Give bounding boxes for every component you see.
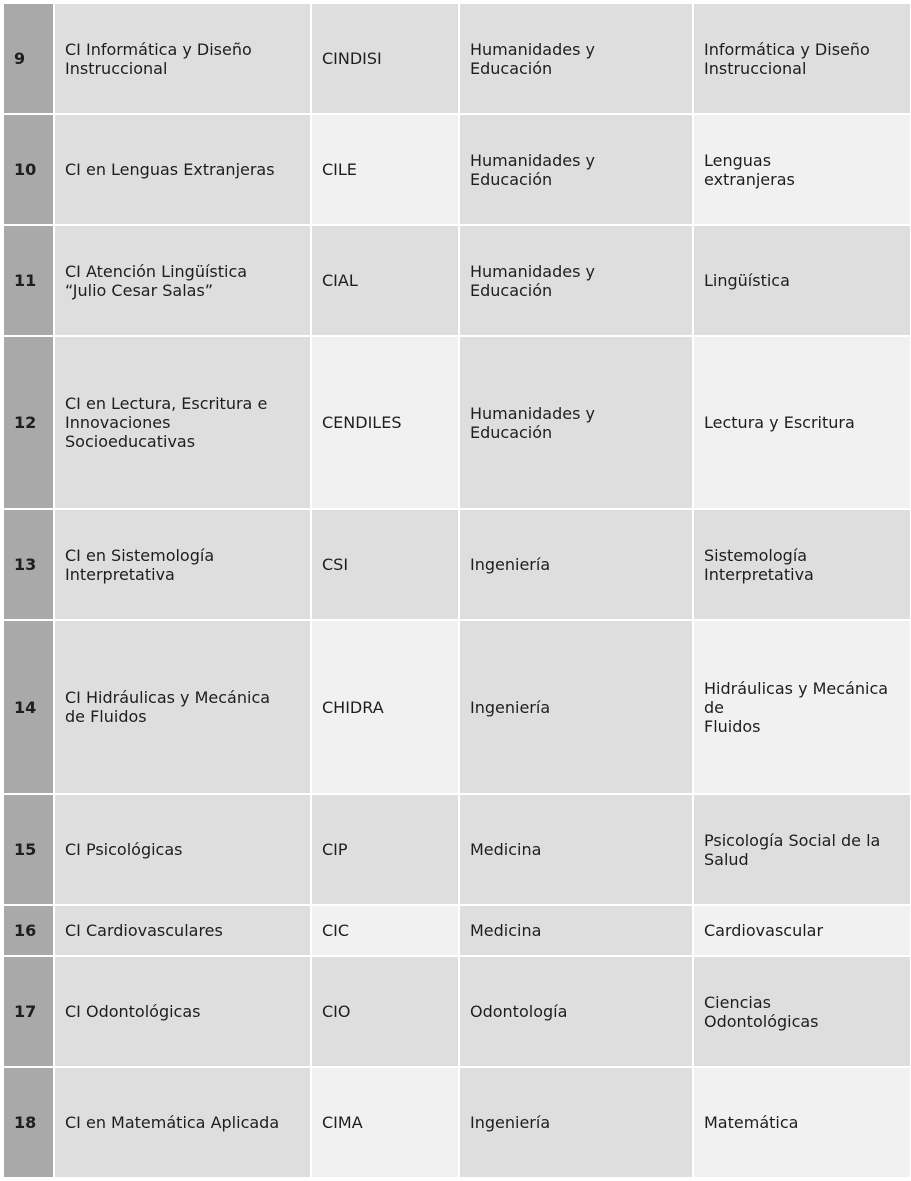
row-number: 9 bbox=[3, 3, 54, 114]
center-name: CI Cardiovasculares bbox=[54, 905, 311, 956]
center-abbreviation: CSI bbox=[311, 509, 459, 620]
faculty: Humanidades y Educación bbox=[459, 114, 693, 225]
research-area: Lenguas extranjeras bbox=[693, 114, 911, 225]
row-number: 13 bbox=[3, 509, 54, 620]
table-row bbox=[3, 956, 911, 1067]
research-centers-table bbox=[2, 2, 911, 1179]
center-abbreviation: CIMA bbox=[311, 1067, 459, 1178]
table-row bbox=[3, 3, 911, 114]
research-area: Informática y Diseño Instruccional bbox=[693, 3, 911, 114]
center-abbreviation: CIP bbox=[311, 794, 459, 905]
center-abbreviation: CIAL bbox=[311, 225, 459, 336]
center-name: CI en Lectura, Escritura e Innovaciones Socioeducativas bbox=[54, 336, 311, 509]
table-row bbox=[3, 1067, 911, 1178]
faculty: Medicina bbox=[459, 905, 693, 956]
research-area: Hidráulicas y Mecánica de Fluidos bbox=[693, 620, 911, 794]
table-row bbox=[3, 336, 911, 509]
center-abbreviation: CHIDRA bbox=[311, 620, 459, 794]
faculty: Ingeniería bbox=[459, 620, 693, 794]
row-number: 18 bbox=[3, 1067, 54, 1178]
table-row bbox=[3, 905, 911, 956]
table-row bbox=[3, 620, 911, 794]
faculty: Medicina bbox=[459, 794, 693, 905]
row-number: 16 bbox=[3, 905, 54, 956]
faculty: Ingeniería bbox=[459, 1067, 693, 1178]
table-row bbox=[3, 509, 911, 620]
faculty: Odontología bbox=[459, 956, 693, 1067]
research-area: Ciencias Odontológicas bbox=[693, 956, 911, 1067]
row-number: 14 bbox=[3, 620, 54, 794]
center-abbreviation: CIC bbox=[311, 905, 459, 956]
center-name: CI Hidráulicas y Mecánica de Fluidos bbox=[54, 620, 311, 794]
center-abbreviation: CIO bbox=[311, 956, 459, 1067]
research-area: Psicología Social de la Salud bbox=[693, 794, 911, 905]
row-number: 15 bbox=[3, 794, 54, 905]
faculty: Ingeniería bbox=[459, 509, 693, 620]
table-row bbox=[3, 794, 911, 905]
center-abbreviation: CENDILES bbox=[311, 336, 459, 509]
faculty: Humanidades y Educación bbox=[459, 225, 693, 336]
research-area: Lectura y Escritura bbox=[693, 336, 911, 509]
research-area: Cardiovascular bbox=[693, 905, 911, 956]
research-area: Sistemología Interpretativa bbox=[693, 509, 911, 620]
research-area: Matemática bbox=[693, 1067, 911, 1178]
row-number: 10 bbox=[3, 114, 54, 225]
center-name: CI en Sistemología Interpretativa bbox=[54, 509, 311, 620]
center-name: CI Informática y Diseño Instruccional bbox=[54, 3, 311, 114]
center-name: CI en Lenguas Extranjeras bbox=[54, 114, 311, 225]
row-number: 17 bbox=[3, 956, 54, 1067]
research-area: Lingüística bbox=[693, 225, 911, 336]
center-name: CI Psicológicas bbox=[54, 794, 311, 905]
table-row bbox=[3, 225, 911, 336]
faculty: Humanidades y Educación bbox=[459, 3, 693, 114]
row-number: 12 bbox=[3, 336, 54, 509]
faculty: Humanidades y Educación bbox=[459, 336, 693, 509]
table-row bbox=[3, 114, 911, 225]
row-number: 11 bbox=[3, 225, 54, 336]
center-name: CI en Matemática Aplicada bbox=[54, 1067, 311, 1178]
center-name: CI Atención Lingüística “Julio Cesar Salas” bbox=[54, 225, 311, 336]
center-abbreviation: CILE bbox=[311, 114, 459, 225]
center-name: CI Odontológicas bbox=[54, 956, 311, 1067]
center-abbreviation: CINDISI bbox=[311, 3, 459, 114]
